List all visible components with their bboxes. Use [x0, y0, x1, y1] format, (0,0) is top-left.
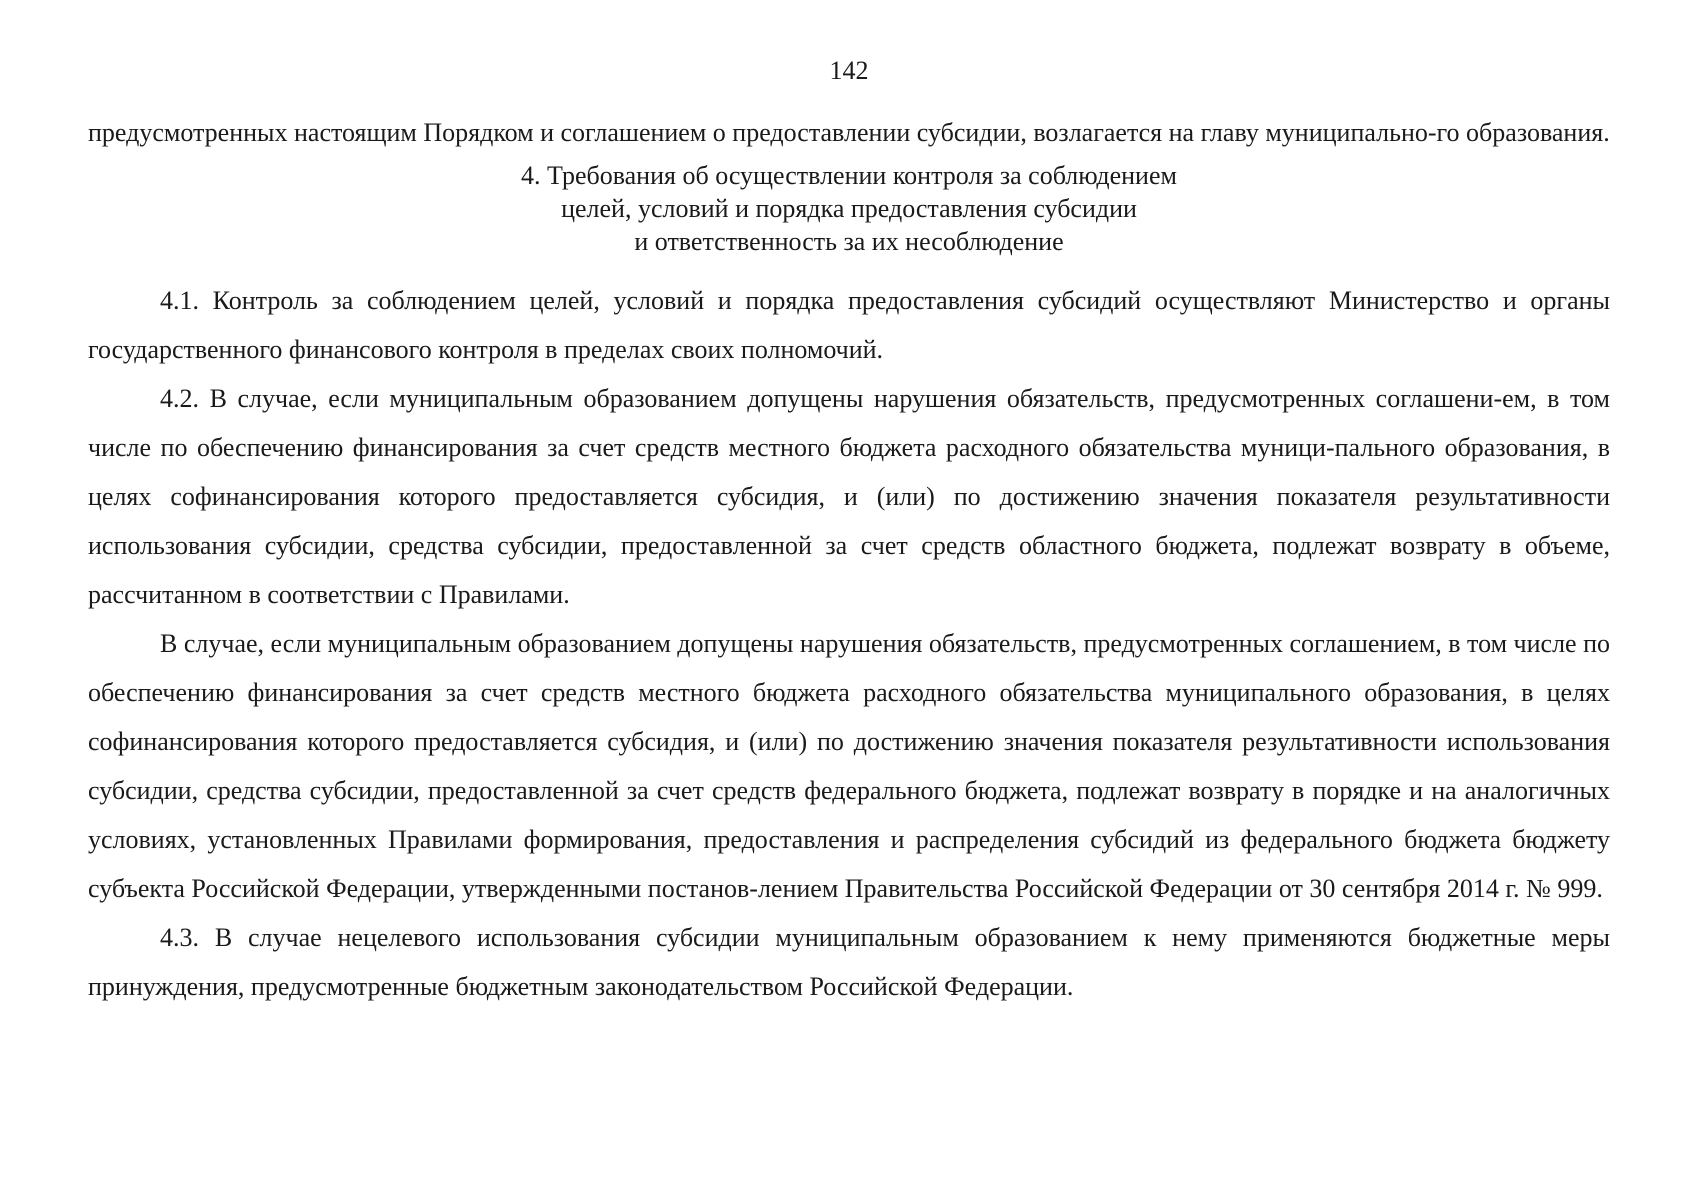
paragraph-4-2-continued: В случае, если муниципальным образованием допущены нарушения обязательств, предусмотренных соглашением, в том числе по обеспечению финансирования за счет средств местного бюджета расходного обязательства муниципального образования, в целях софинансирования которого предоставляется субсидия, и (или) по достижению значения показателя результативности использования субсидии, средства субсидии, предоставленной за счет средств федерального бюджета, подлежат возврату в порядке и на аналогичных условиях, установленных Правилами формирования, предоставления и распределения субсидий из федерального бюджета бюджету субъекта Российской Федерации, утвержденными постанов-лением Правительства Российской Федерации от 30 сентября 2014 г. № 999. [88, 629, 1610, 903]
section-heading-line-3: и ответственность за их несоблюдение [634, 227, 1064, 256]
paragraph-4-2: 4.2. В случае, если муниципальным образованием допущены нарушения обязательств, предусмотренных соглашени-ем, в том числе по обеспечению финансирования за счет средств местного бюджета расходного обязательства муници-пального образования, в целях софинансирования которого предоставляется субсидия, и (или) по достижению значения показателя результативности использования субсидии, средства субсидии, предоставленной за счет средств областного бюджета, подлежат возврату в объеме, рассчитанном в соответствии с Правилами. [88, 384, 1610, 609]
paragraph-4-3: 4.3. В случае нецелевого использования субсидии муниципальным образованием к нему применяются бюджетные меры принуждения, предусмотренные бюджетным законодательством Российской Федерации. [88, 923, 1610, 1001]
page-number: 142 [829, 56, 869, 85]
paragraph-4-1: 4.1. Контроль за соблюдением целей, условий и порядка предоставления субсидий осуществляют Министерство и органы государственного финансового контроля в пределах своих полномочий. [88, 286, 1610, 364]
section-heading-line-1: 4. Требования об осуществлении контроля за соблюдением [521, 161, 1177, 190]
document-page [88, 0, 1610, 1200]
section-heading-line-2: целей, условий и порядка предоставления субсидии [561, 194, 1137, 223]
section-heading [88, 159, 1610, 258]
continuation-paragraph: предусмотренных настоящим Порядком и соглашением о предоставлении субсидии, возлагается на главу муниципально-го образования. [88, 118, 1610, 147]
document-body [88, 108, 1610, 1011]
